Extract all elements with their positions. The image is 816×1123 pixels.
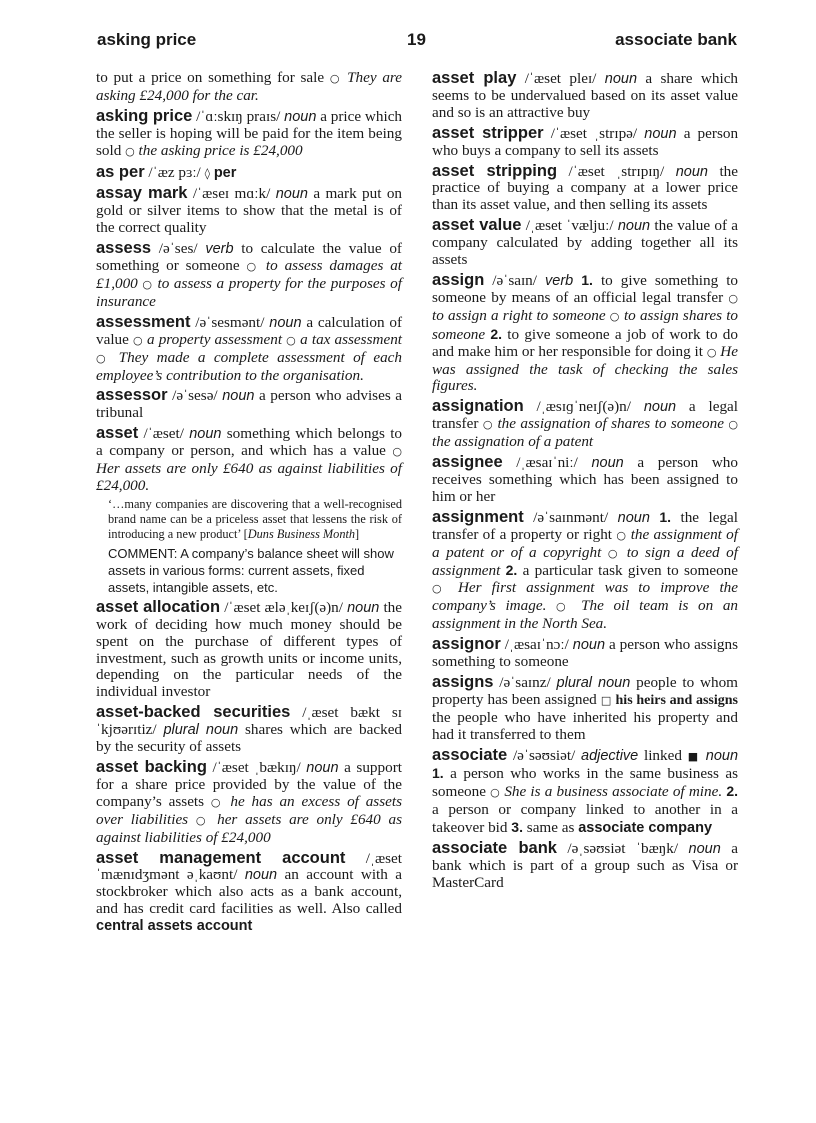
headword: associate: [432, 745, 508, 764]
example: to assign a right to someone: [432, 306, 606, 324]
part-of-speech: noun: [244, 867, 278, 884]
right-column: [432, 70, 738, 895]
circle-icon: ○: [125, 144, 135, 158]
pronunciation: /əˌsəʊsiət ˈbæŋk/: [567, 840, 679, 858]
example: They are asking £24,000 for the car.: [96, 69, 402, 104]
pronunciation: /ˌæsaɪˈniː/: [516, 454, 578, 472]
definition: a share which seems to be undervalued based on its asset value and so is an attractive buy: [432, 70, 739, 121]
definition: to put a price on something for sale: [96, 69, 325, 86]
entry-asset-backing: [96, 759, 402, 847]
example: to assign shares to someone: [432, 306, 739, 343]
circle-icon: ○: [286, 333, 297, 347]
headword: asset allocation: [96, 597, 221, 616]
entry-asset-allocation: [96, 599, 402, 701]
part-of-speech: verb: [545, 272, 574, 289]
entry-as-per: [96, 164, 402, 183]
example: Her assets are only £640 as against liabilities of £24,000.: [96, 460, 402, 494]
example: He was assigned the task of checking the sales figures.: [432, 342, 739, 395]
headword: asset backing: [96, 758, 207, 776]
headword: asset-backed securities: [96, 703, 291, 722]
definition: a person or company linked to another in a takeover bid: [432, 801, 738, 837]
circle-icon: ○: [133, 333, 143, 347]
circle-icon: ○: [210, 795, 224, 809]
pronunciation: /əˈsesə/: [172, 387, 218, 405]
quotation: ‘…many companies are discovering that a well-recognised brand name can be a priceless asset that lessens the risk of introducing a new product’ [Duns Business Month]: [108, 496, 402, 541]
pronunciation: /ˈæset pleɪ/: [524, 70, 597, 87]
headword: assay mark: [96, 184, 188, 203]
part-of-speech: adjective: [581, 747, 639, 764]
definition: a bank which is part of a group such as Visa or MasterCard: [432, 840, 738, 891]
cross-reference: central assets account: [96, 918, 253, 935]
circle-icon: ○: [490, 786, 501, 800]
headword: assessor: [96, 386, 168, 405]
pronunciation: /ˈæset ˌbækɪŋ/: [212, 759, 301, 776]
entry-asset-backed-securities: [96, 704, 402, 756]
part-of-speech: noun: [705, 747, 739, 764]
definition: a person who advises a tribunal: [96, 387, 403, 422]
sense-number: 2.: [505, 562, 518, 579]
definition: a person who buys a company to sell its assets: [432, 124, 739, 159]
entry-assay-mark: [96, 185, 402, 237]
definition: to calculate the value of something or someone: [96, 240, 402, 275]
sense-number: 1.: [432, 765, 444, 782]
pronunciation: /əˈsaɪn/: [492, 271, 537, 289]
definition: a person who receives something which has been assigned to him or her: [432, 454, 738, 505]
sense-number: 2.: [726, 783, 738, 800]
example: The oil team is on an assignment in the North Sea.: [432, 597, 739, 633]
entry-assign: [432, 272, 738, 395]
circle-icon: ○: [96, 351, 111, 365]
part-of-speech: noun: [269, 314, 302, 331]
example: the assignment of a patent or of a copyright: [432, 525, 738, 561]
part-of-speech: noun: [643, 399, 677, 416]
definition: a calculation of value: [96, 313, 402, 348]
definition: a support for a share price provided by the value of the company’s assets: [96, 759, 402, 810]
part-of-speech: noun: [222, 388, 255, 405]
circle-icon: ○: [329, 72, 342, 85]
entry-assessment: [96, 314, 402, 385]
circle-icon: ○: [195, 813, 210, 827]
part-of-speech: noun: [688, 841, 721, 858]
part-of-speech: noun: [284, 108, 317, 125]
example: to sign a deed of assignment: [432, 543, 738, 580]
pronunciation: /ˌæset bækt sɪˈkjʊərɪtiz/: [96, 704, 402, 739]
headword: asset play: [432, 69, 517, 87]
square-icon: □: [600, 693, 612, 707]
left-column: [96, 70, 402, 938]
pronunciation: /ˈæset æləˌkeɪʃ(ə)n/: [224, 598, 343, 616]
definition: a price which the seller is hoping will be paid for the item being sold: [96, 107, 403, 159]
definition: a particular task given to someone: [522, 562, 739, 580]
pronunciation: /əˈsəʊsiət/: [512, 746, 576, 764]
part-of-speech: noun: [189, 426, 222, 443]
headword: asset stripping: [432, 161, 558, 180]
part-of-speech: noun: [572, 637, 606, 654]
sense-number: 2.: [490, 325, 503, 342]
definition: shares which are backed by the security of assets: [96, 721, 403, 756]
definition: to give someone a job of work to do and make him or her responsible for doing it: [432, 325, 738, 360]
header-first-entry: asking price: [97, 30, 197, 49]
headword: associate bank: [432, 839, 557, 858]
pronunciation: /ˈæset ˌstrɪpə/: [550, 124, 638, 142]
entry-assessor: [96, 387, 402, 422]
circle-icon: ○: [616, 528, 627, 542]
entry-associate-bank: [432, 840, 738, 892]
part-of-speech: noun: [644, 125, 677, 142]
running-header: [97, 30, 737, 54]
entry-asking-price: [96, 108, 402, 161]
circle-icon: ○: [482, 418, 494, 432]
example: They made a complete assessment of each employee’s contribution to the organisation.: [96, 348, 402, 384]
headword: asset: [96, 424, 139, 443]
headword: assignee: [432, 453, 503, 472]
pronunciation: /ˈæseɪ mɑːk/: [192, 185, 271, 203]
comment-box: COMMENT: A company’s balance sheet will show assets in various forms: current assets, fixed assets, intangible assets, etc.: [108, 545, 394, 595]
circle-icon: ○: [609, 309, 620, 323]
definition: the people who have inherited his property and had it transferred to them: [432, 708, 738, 743]
example: to assess a property for the purposes of insurance: [96, 274, 402, 310]
definition: to give something to someone by means of an official legal transfer: [432, 271, 739, 306]
pronunciation: /ˈæset ˌstrɪpɪŋ/: [568, 162, 665, 180]
headword: asset management account: [96, 848, 346, 867]
part-of-speech: noun: [617, 509, 650, 526]
part-of-speech: verb: [205, 241, 234, 258]
bullet-icon: ■: [687, 749, 701, 763]
circle-icon: ○: [246, 260, 260, 274]
circle-icon: ○: [392, 445, 402, 459]
definition: the work of deciding how much money should be spent on the purchase of different types of investment, such as growth units or income units, depending on the particular needs of the individual investor: [96, 598, 402, 701]
cross-reference: associate company: [578, 820, 713, 837]
pronunciation: /ˌæsaɪˈnɔː/: [504, 636, 569, 654]
definition: a legal transfer: [432, 398, 739, 433]
definition: same as: [526, 819, 575, 837]
circle-icon: ○: [607, 546, 621, 560]
headword: assess: [96, 239, 152, 258]
pronunciation: /ˈæz pɜː/: [148, 163, 201, 181]
example: a property assessment: [147, 330, 283, 348]
entry-asset-play: [432, 70, 738, 122]
example: the assignation of shares to someone: [497, 415, 724, 433]
cross-reference: per: [213, 164, 237, 181]
pronunciation: /əˈsaɪnmənt/: [533, 508, 609, 526]
entry-asset: [96, 425, 402, 596]
example: he has an excess of assets over liabilities: [96, 792, 402, 828]
headword: assign: [432, 270, 485, 289]
headword: assignation: [432, 397, 524, 416]
definition: an account with a stockbroker which also acts as a bank account, and has credit card facilities as well. Also called: [96, 866, 402, 918]
entry-asset-stripper: [432, 125, 738, 160]
phrase: his heirs and assigns: [615, 692, 739, 708]
definition: something which belongs to a company or person, and which has a value: [96, 425, 403, 460]
part-of-speech: noun: [675, 163, 708, 180]
sense-number: 3.: [511, 819, 523, 836]
part-of-speech: noun: [591, 455, 624, 472]
headword: asking price: [96, 106, 193, 125]
example: She is a business associate of mine.: [504, 783, 723, 801]
circle-icon: ○: [728, 291, 738, 305]
headword: asset value: [432, 216, 522, 235]
entry-asset-stripping: [432, 163, 738, 215]
part-of-speech: noun: [347, 599, 380, 616]
circle-icon: ○: [728, 418, 739, 432]
quote-text: ‘…many companies are discovering that a well-recognised brand name can be a priceless asset that lessens the risk of introducing a new product’: [108, 496, 402, 541]
pronunciation: /ˌæset ˈmænɪdʒmənt əˌkaʊnt/: [96, 849, 402, 884]
sense-number: 1.: [581, 271, 593, 288]
circle-icon: ○: [556, 600, 572, 614]
entry-assignment: [432, 509, 738, 633]
circle-icon: ○: [432, 582, 448, 596]
entry-associate: [432, 747, 738, 838]
pronunciation: /əˈses/: [158, 240, 198, 258]
diamond-icon: ◊: [204, 166, 211, 180]
entry-assignation: [432, 398, 738, 451]
definition: people to whom property has been assigned: [432, 673, 738, 708]
header-last-entry: associate bank: [615, 30, 737, 49]
example: her assets are only £640 as against liabilities of £24,000: [96, 810, 402, 846]
part-of-speech: plural noun: [163, 722, 239, 739]
example: a tax assessment: [300, 330, 403, 348]
headword: asset stripper: [432, 123, 544, 142]
circle-icon: ○: [142, 277, 153, 291]
pronunciation: /əˈsaɪnz/: [499, 673, 551, 691]
part-of-speech: noun: [275, 186, 308, 203]
pronunciation: /əˈsesmənt/: [195, 313, 265, 331]
part-of-speech: noun: [617, 218, 651, 235]
sense-number: 1.: [659, 508, 672, 525]
entry-assignee: [432, 454, 738, 506]
part-of-speech: noun: [306, 760, 339, 776]
definition: linked: [643, 746, 682, 764]
headword: assignment: [432, 507, 524, 526]
entry-assess: [96, 240, 402, 311]
example: the asking price is £24,000: [138, 141, 303, 159]
circle-icon: ○: [706, 345, 717, 359]
entry-continued: [96, 70, 402, 105]
example: to assess damages at £1,000: [96, 257, 403, 292]
pronunciation: /ˌæsɪɡˈneɪʃ(ə)n/: [536, 398, 631, 416]
entry-asset-management-account: [96, 850, 402, 936]
pronunciation: /ˈɑːskɪŋ praɪs/: [196, 107, 281, 125]
definition: a person who assigns something to someone: [432, 636, 739, 670]
entry-assigns: [432, 674, 738, 744]
definition: a mark put on gold or silver items to show that the metal is of the correct quality: [96, 185, 403, 237]
example: the assignation of a patent: [432, 433, 594, 451]
quote-source: Duns Business Month: [247, 526, 356, 541]
definition: the practice of buying a company at a lower price than its asset value, and then selling its assets: [432, 162, 739, 214]
definition: a person who works in the same business as someone: [432, 765, 739, 801]
definition: the value of a company calculated by adding together all its assets: [432, 217, 739, 269]
entry-assignor: [432, 636, 738, 671]
pronunciation: /ˌæset ˈvæljuː/: [525, 217, 614, 235]
headword: assigns: [432, 672, 494, 691]
pronunciation: /ˈæset/: [143, 425, 184, 443]
headword: assignor: [432, 635, 501, 654]
definition: the legal transfer of a property or right: [432, 508, 738, 543]
entry-asset-value: [432, 217, 738, 269]
part-of-speech: plural noun: [556, 674, 631, 691]
part-of-speech: noun: [604, 71, 638, 87]
headword: as per: [96, 162, 145, 181]
example: Her first assignment was to improve the company’s image.: [432, 579, 738, 615]
headword: assessment: [96, 312, 191, 331]
page-number: 19: [407, 30, 426, 49]
